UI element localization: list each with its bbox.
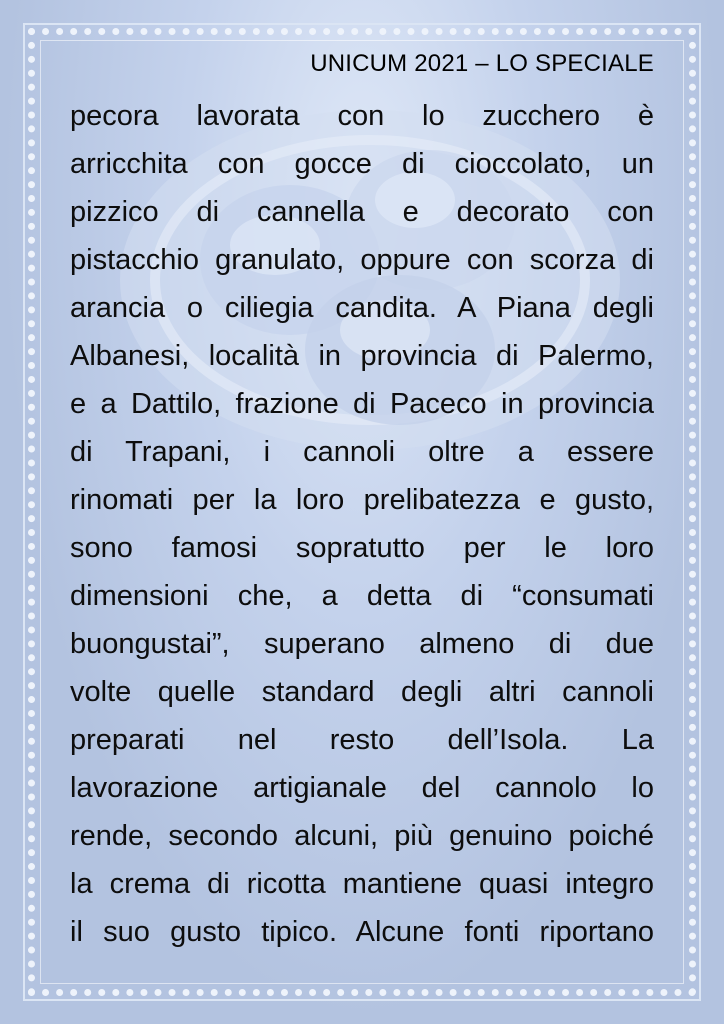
text-line: il suo gusto tipico. Alcune fonti riportano xyxy=(70,916,654,948)
text-line: pecora lavorata con lo zucchero è xyxy=(70,100,654,132)
text-line: volte quelle standard degli altri cannoli xyxy=(70,676,654,708)
text-line: di Trapani, i cannoli oltre a essere xyxy=(70,436,654,468)
text-line: pizzico di cannella e decorato con xyxy=(70,196,654,228)
text-line: la crema di ricotta mantiene quasi integro xyxy=(70,868,654,900)
body-text xyxy=(70,92,654,956)
text-line: rinomati per la loro prelibatezza e gusto, xyxy=(70,484,654,516)
text-line: buongustai”, superano almeno di due xyxy=(70,628,654,660)
text-line: dimensioni che, a detta di “consumati xyxy=(70,580,654,612)
text-line: sono famosi sopratutto per le loro xyxy=(70,532,654,564)
text-line: lavorazione artigianale del cannolo lo xyxy=(70,772,654,804)
text-line: pistacchio granulato, oppure con scorza di xyxy=(70,244,654,276)
page-header-title: UNICUM 2021 – LO SPECIALE xyxy=(310,50,654,77)
text-line: arricchita con gocce di cioccolato, un xyxy=(70,148,654,180)
text-line: preparati nel resto dell’Isola. La xyxy=(70,724,654,756)
text-line: e a Dattilo, frazione di Paceco in provincia xyxy=(70,388,654,420)
text-line: Albanesi, località in provincia di Palermo, xyxy=(70,340,654,372)
text-line: arancia o ciliegia candita. A Piana degli xyxy=(70,292,654,324)
text-line: rende, secondo alcuni, più genuino poiché xyxy=(70,820,654,852)
